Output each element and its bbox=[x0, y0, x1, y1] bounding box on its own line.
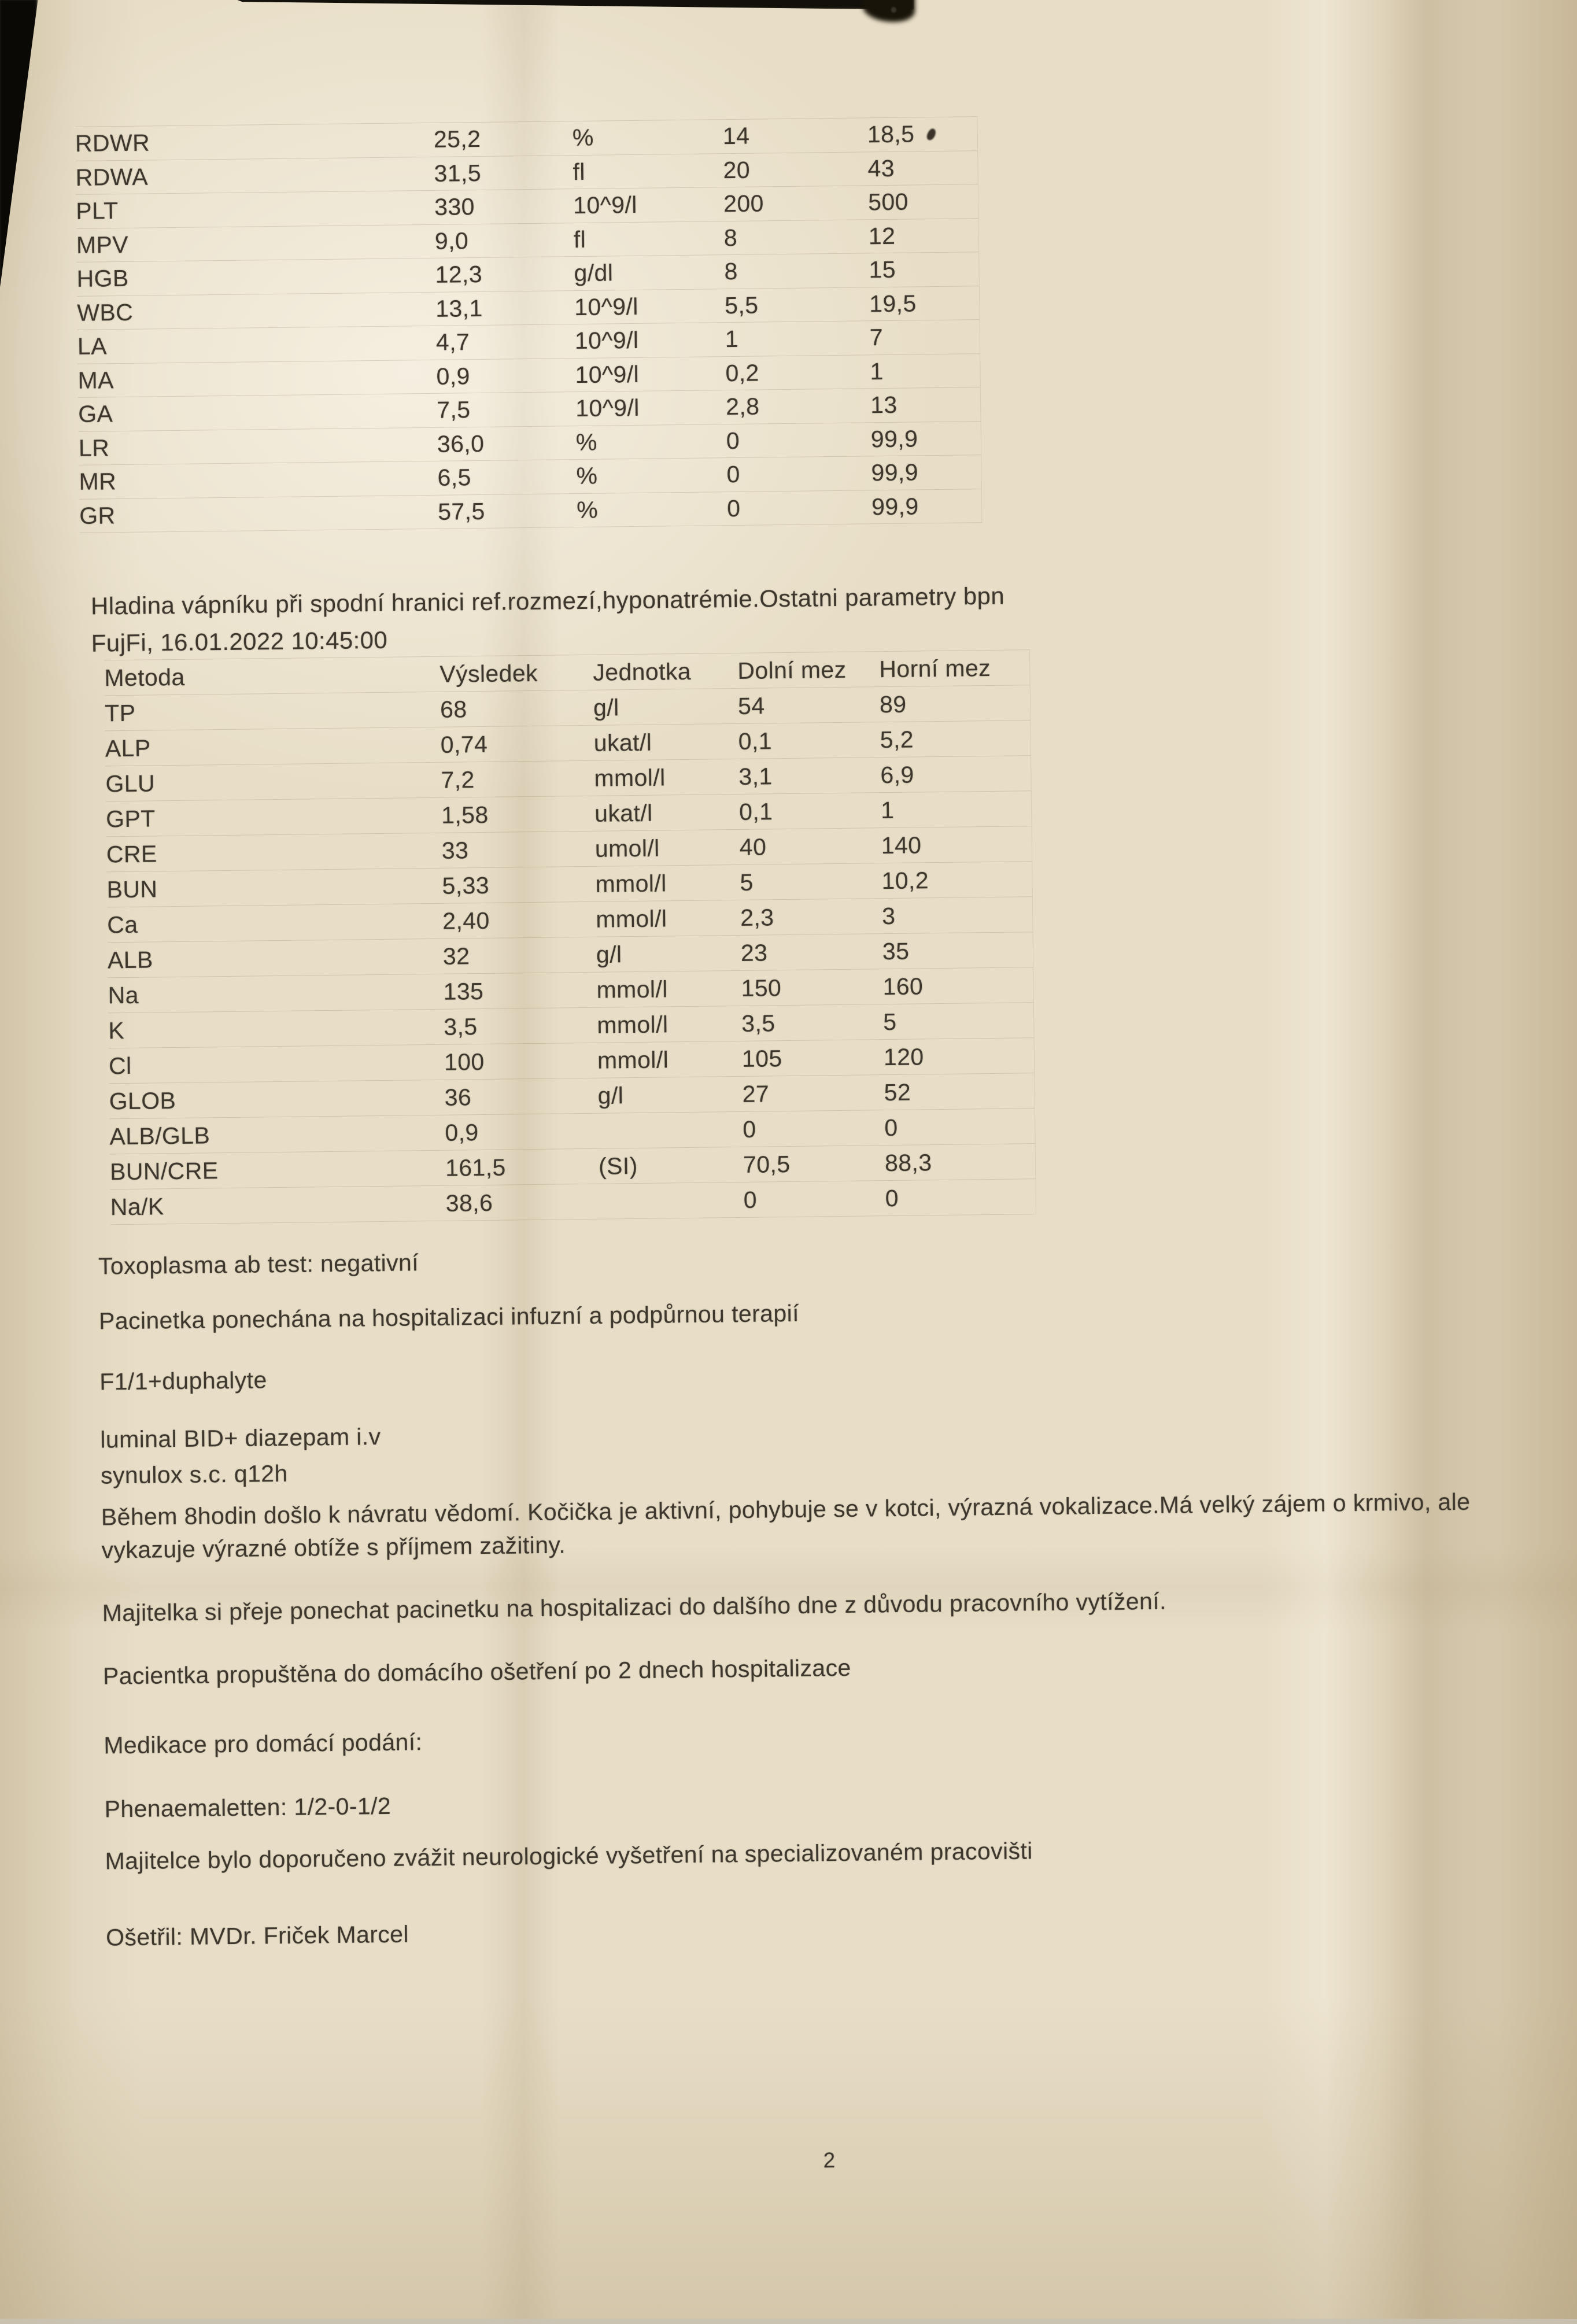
value-cell: 100 bbox=[444, 1048, 485, 1076]
high-cell: 0 bbox=[885, 1184, 899, 1211]
low-cell: 5,5 bbox=[724, 291, 759, 319]
param-cell: ALB bbox=[107, 945, 153, 973]
high-cell: 0 bbox=[884, 1114, 898, 1141]
unit-cell: fl bbox=[573, 226, 586, 253]
note-infusion: F1/1+duphalyte bbox=[99, 1366, 267, 1395]
high-cell: 5 bbox=[882, 1008, 897, 1035]
high-cell: 500 bbox=[867, 188, 909, 216]
high-cell: 99,9 bbox=[871, 459, 919, 486]
note-hospitalization: Pacinetka ponechána na hospitalizaci infuzní a podpůrnou terapií bbox=[98, 1299, 800, 1335]
low-cell: 2,8 bbox=[725, 393, 760, 420]
param-cell: GPT bbox=[105, 804, 156, 832]
low-cell: 8 bbox=[724, 258, 738, 285]
low-cell: 2,3 bbox=[740, 903, 774, 931]
high-cell: 88,3 bbox=[884, 1148, 932, 1176]
high-cell: 18,5 bbox=[867, 120, 915, 148]
low-cell: 8 bbox=[723, 224, 738, 251]
unit-cell: 10^9/l bbox=[574, 293, 639, 320]
value-cell: 0,9 bbox=[445, 1118, 479, 1146]
value-cell: 2,40 bbox=[442, 907, 490, 934]
value-cell: 1,58 bbox=[441, 801, 489, 829]
unit-cell: 10^9/l bbox=[575, 394, 640, 422]
high-cell: 120 bbox=[883, 1043, 924, 1070]
unit-cell bbox=[599, 1200, 744, 1202]
value-cell: 4,7 bbox=[435, 328, 470, 356]
value-cell: 161,5 bbox=[445, 1154, 506, 1181]
value-cell: 7,5 bbox=[436, 396, 471, 424]
high-cell: 140 bbox=[881, 831, 922, 859]
low-cell: 5 bbox=[740, 869, 754, 896]
low-cell: 14 bbox=[722, 122, 750, 150]
unit-cell: ukat/l bbox=[594, 799, 653, 827]
high-cell: 99,9 bbox=[871, 493, 919, 520]
high-cell: 35 bbox=[882, 937, 910, 965]
low-cell: 3,1 bbox=[738, 762, 773, 790]
param-cell: RDWA bbox=[75, 163, 149, 191]
value-cell: 32 bbox=[442, 942, 470, 970]
high-cell: 52 bbox=[884, 1078, 911, 1106]
low-cell: 20 bbox=[723, 156, 751, 183]
unit-cell: (SI) bbox=[598, 1152, 638, 1180]
unit-cell: % bbox=[572, 124, 594, 152]
param-cell: GLOB bbox=[109, 1087, 176, 1114]
low-cell: 70,5 bbox=[743, 1150, 791, 1178]
unit-cell: fl bbox=[573, 158, 586, 185]
low-cell: 200 bbox=[723, 190, 765, 217]
param-cell: HGB bbox=[76, 265, 129, 293]
value-cell: 5,33 bbox=[442, 871, 490, 899]
note-medication-iv-line1: luminal BID+ diazepam i.v bbox=[100, 1423, 381, 1453]
unit-cell: umol/l bbox=[594, 834, 660, 862]
low-cell: 54 bbox=[737, 692, 765, 719]
high-header: Horní mez bbox=[879, 654, 991, 682]
param-cell: BUN/CRE bbox=[109, 1157, 219, 1185]
low-cell: 23 bbox=[740, 939, 768, 966]
high-cell: 1 bbox=[880, 796, 895, 823]
high-cell: 89 bbox=[879, 690, 907, 718]
param-cell: ALP bbox=[105, 734, 151, 762]
value-cell: 68 bbox=[440, 695, 467, 723]
unit-cell: mmol/l bbox=[597, 1045, 669, 1074]
chemistry-table bbox=[104, 649, 1036, 1225]
unit-cell: % bbox=[576, 496, 599, 523]
value-cell: 36 bbox=[444, 1083, 472, 1111]
high-cell: 13 bbox=[870, 391, 898, 419]
param-cell: Ca bbox=[107, 911, 138, 938]
high-cell: 6,9 bbox=[880, 760, 914, 788]
unit-cell: ukat/l bbox=[593, 729, 652, 756]
note-recommendation: Majitelce bylo doporučeno zvážit neurologické vyšetření na specializovaném pracovišti bbox=[105, 1837, 1033, 1875]
unit-cell: g/l bbox=[596, 940, 622, 968]
high-cell: 160 bbox=[882, 972, 924, 1000]
value-cell: 3,5 bbox=[444, 1013, 478, 1040]
unit-cell: mmol/l bbox=[594, 763, 666, 792]
note-toxoplasma: Toxoplasma ab test: negativní bbox=[98, 1249, 419, 1280]
param-cell: Na/K bbox=[110, 1192, 164, 1220]
high-cell: 3 bbox=[881, 902, 896, 929]
unit-cell: g/dl bbox=[574, 259, 614, 287]
analyzer-line: FujFi, 16.01.2022 10:45:00 bbox=[91, 626, 388, 657]
unit-cell bbox=[598, 1129, 743, 1131]
unit-cell: mmol/l bbox=[595, 869, 667, 897]
high-cell: 10,2 bbox=[881, 866, 929, 894]
note-veterinarian: Ošetřil: MVDr. Friček Marcel bbox=[105, 1920, 409, 1951]
param-cell: WBC bbox=[76, 298, 134, 326]
value-cell: 25,2 bbox=[433, 125, 481, 153]
value-cell: 0,74 bbox=[440, 730, 488, 758]
comment-line: Hladina vápníku při spodní hranici ref.rozmezí,hyponatrémie.Ostatni parametry bpn bbox=[90, 582, 1005, 620]
param-cell: GLU bbox=[105, 769, 156, 797]
low-cell: 0,1 bbox=[738, 797, 773, 825]
value-cell: 31,5 bbox=[434, 159, 482, 187]
unit-cell: mmol/l bbox=[597, 1010, 669, 1039]
note-progress: Během 8hodin došlo k návratu vědomí. Kočička je aktivní, pohybuje se v kotci, výrazná vokalizace.Má velký zájem o krmivo, ale vykazuje výrazné obtíže s příjmem zažitiny. bbox=[101, 1488, 1471, 1564]
param-cell: LR bbox=[78, 434, 110, 461]
param-cell: Cl bbox=[108, 1052, 132, 1079]
param-cell: BUN bbox=[106, 875, 158, 903]
high-cell: 15 bbox=[869, 256, 896, 283]
value-cell: 38,6 bbox=[445, 1189, 493, 1217]
param-header: Metoda bbox=[104, 663, 185, 691]
high-cell: 1 bbox=[870, 357, 884, 385]
unit-cell: 10^9/l bbox=[574, 327, 639, 354]
low-cell: 0 bbox=[743, 1186, 758, 1213]
low-cell: 0 bbox=[726, 461, 740, 488]
value-header: Výsledek bbox=[440, 659, 538, 688]
param-cell: RDWR bbox=[75, 129, 150, 157]
low-cell: 0,2 bbox=[725, 359, 759, 386]
param-cell: MA bbox=[77, 366, 115, 394]
note-discharge: Pacientka propuštěna do domácího ošetření po 2 dnech hospitalizace bbox=[102, 1654, 851, 1690]
param-cell: TP bbox=[104, 699, 136, 726]
value-cell: 6,5 bbox=[437, 464, 471, 492]
low-cell: 1 bbox=[725, 326, 739, 353]
param-cell: CRE bbox=[106, 840, 157, 867]
note-home-medication-dose: Phenaemaletten: 1/2-0-1/2 bbox=[104, 1792, 392, 1823]
high-cell: 19,5 bbox=[869, 290, 917, 317]
note-home-medication-heading: Medikace pro domácí podání: bbox=[104, 1728, 423, 1759]
note-owner-request: Majitelka si přeje ponechat pacinetku na hospitalizaci do dalšího dne z důvodu pracovního vytížení. bbox=[102, 1587, 1167, 1627]
low-cell: 27 bbox=[742, 1080, 770, 1107]
param-cell: Na bbox=[108, 981, 139, 1008]
param-cell: ALB/GLB bbox=[109, 1121, 210, 1150]
unit-cell: g/l bbox=[597, 1081, 624, 1109]
page-number: 2 bbox=[823, 2148, 836, 2172]
value-cell: 13,1 bbox=[435, 294, 483, 322]
value-cell: 12,3 bbox=[435, 261, 483, 289]
low-cell: 0 bbox=[726, 494, 741, 522]
unit-cell: % bbox=[576, 462, 598, 490]
low-header: Dolní mez bbox=[737, 656, 847, 684]
value-cell: 0,9 bbox=[436, 362, 471, 390]
low-cell: 0 bbox=[726, 427, 740, 454]
unit-cell: mmol/l bbox=[595, 904, 667, 933]
low-cell: 0 bbox=[743, 1115, 756, 1143]
high-cell: 99,9 bbox=[870, 425, 918, 453]
param-cell: MPV bbox=[76, 231, 129, 258]
unit-header: Jednotka bbox=[593, 657, 692, 686]
low-cell: 3,5 bbox=[741, 1009, 775, 1037]
value-cell: 9,0 bbox=[434, 227, 469, 254]
unit-cell: 10^9/l bbox=[575, 360, 640, 388]
unit-cell: % bbox=[575, 428, 597, 456]
param-cell: K bbox=[108, 1017, 125, 1044]
param-cell: LA bbox=[77, 332, 108, 360]
high-cell: 7 bbox=[869, 324, 884, 351]
value-cell: 7,2 bbox=[441, 766, 475, 793]
hematology-table bbox=[75, 116, 983, 533]
unit-cell: 10^9/l bbox=[573, 191, 638, 219]
param-cell: PLT bbox=[76, 197, 119, 225]
high-cell: 5,2 bbox=[880, 725, 914, 753]
value-cell: 57,5 bbox=[437, 497, 485, 525]
high-cell: 43 bbox=[867, 154, 895, 182]
unit-cell: g/l bbox=[593, 693, 619, 721]
low-cell: 105 bbox=[741, 1044, 782, 1072]
high-cell: 12 bbox=[868, 222, 896, 250]
param-cell: MR bbox=[79, 468, 117, 496]
low-cell: 40 bbox=[739, 833, 767, 860]
value-cell: 330 bbox=[434, 193, 475, 221]
low-cell: 150 bbox=[741, 974, 782, 1002]
param-cell: GR bbox=[79, 501, 116, 529]
unit-cell: mmol/l bbox=[596, 975, 668, 1003]
value-cell: 135 bbox=[443, 977, 484, 1005]
low-cell: 0,1 bbox=[738, 727, 773, 755]
value-cell: 33 bbox=[441, 836, 469, 864]
param-cell: GA bbox=[77, 400, 113, 428]
value-cell: 36,0 bbox=[437, 430, 485, 457]
note-medication-iv-line2: synulox s.c. q12h bbox=[100, 1460, 288, 1489]
